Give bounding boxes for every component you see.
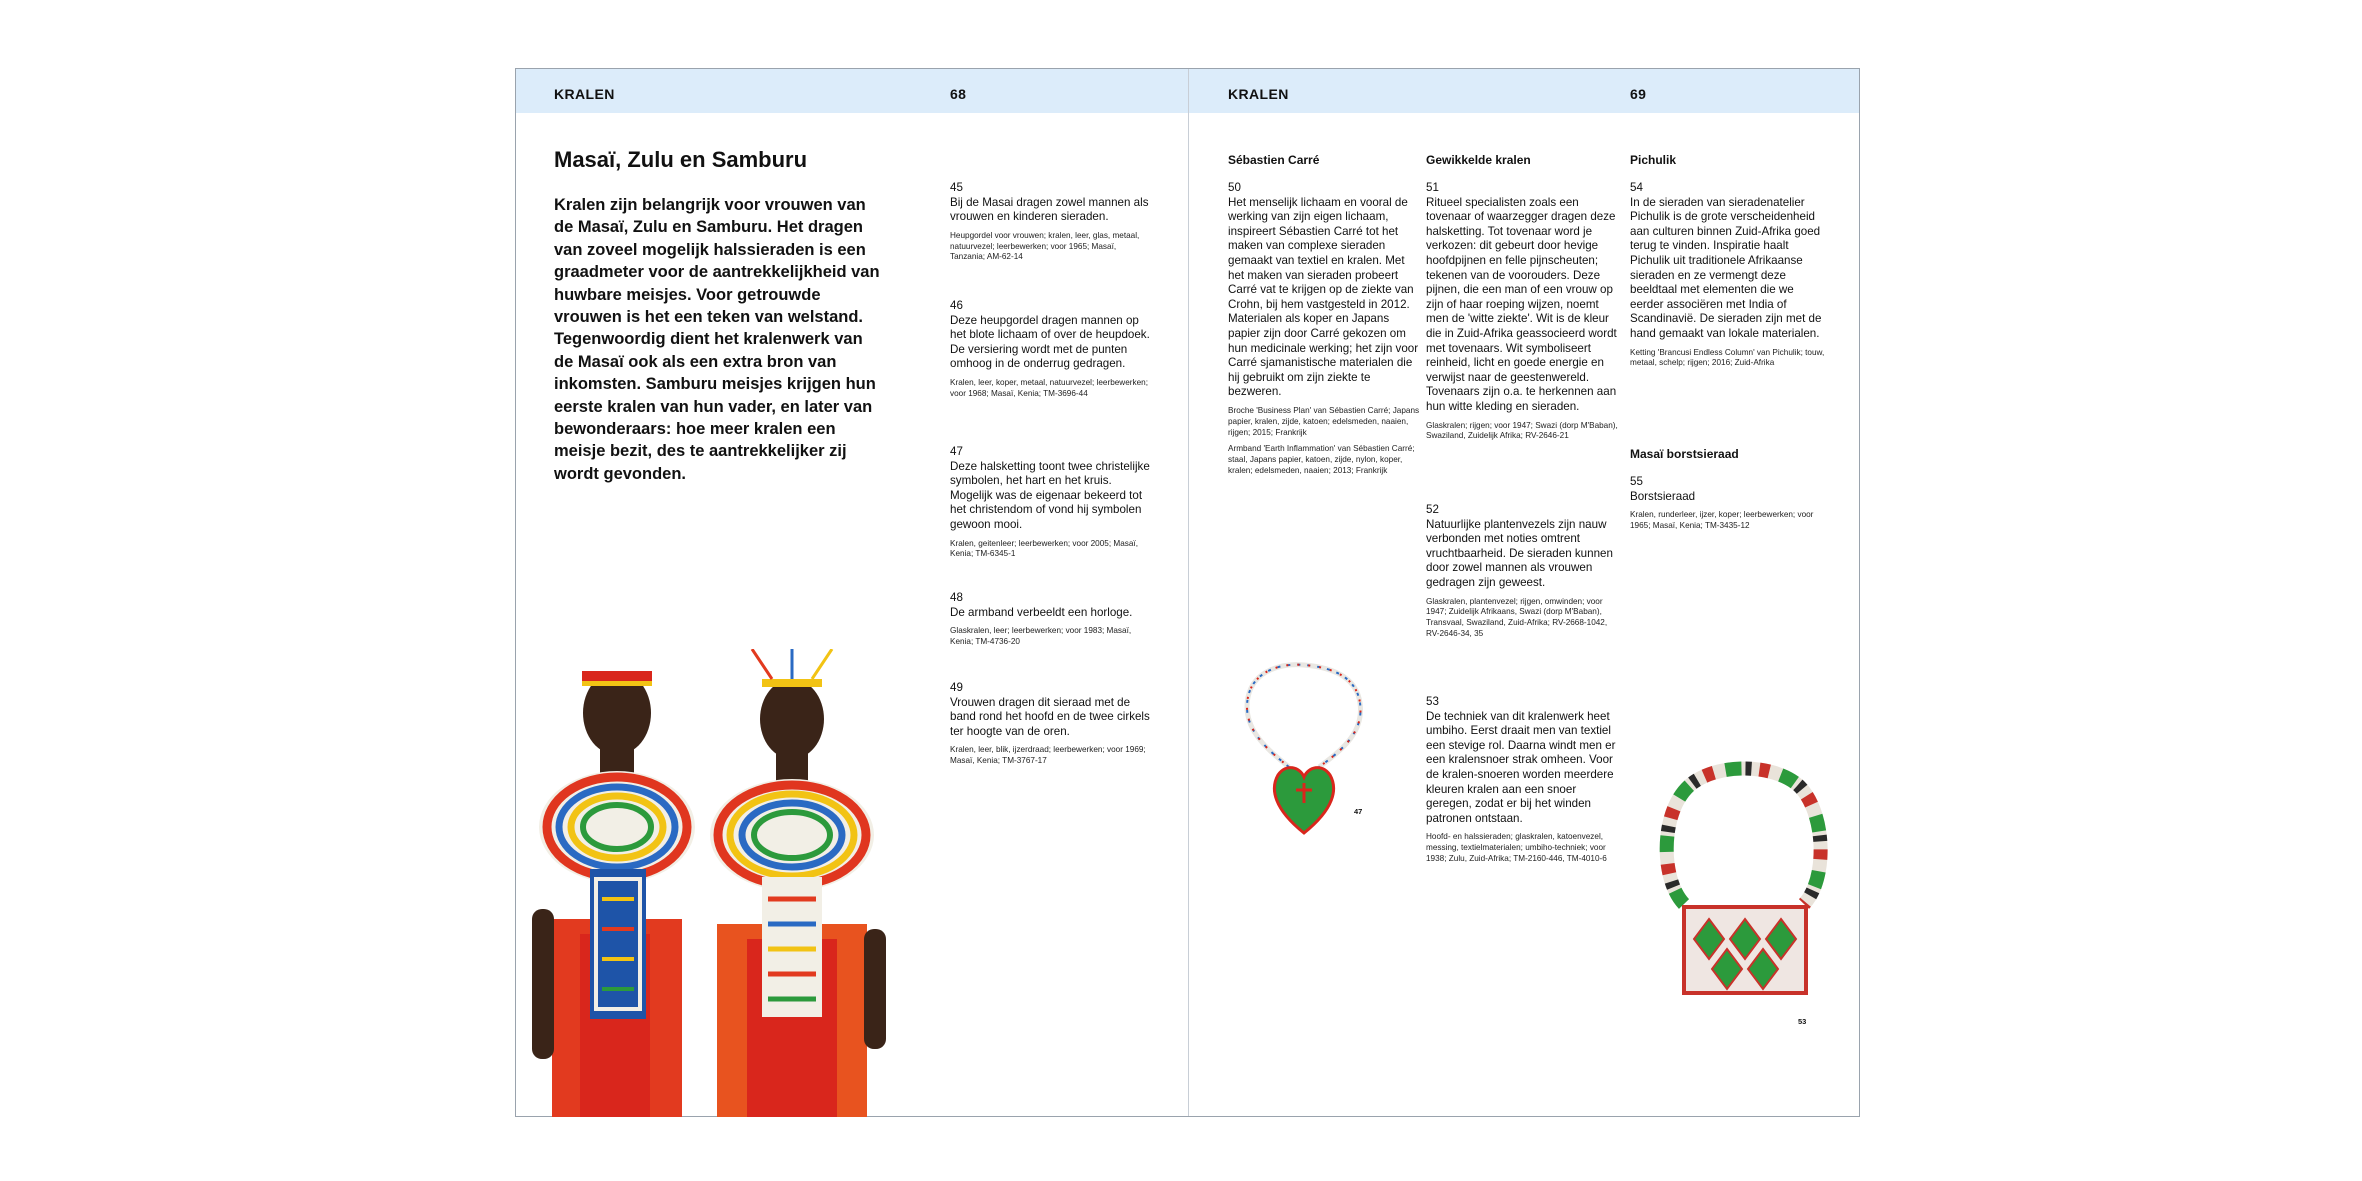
left-page-number: 68 <box>950 86 967 102</box>
caption-53: 53 <box>1798 1017 1807 1026</box>
entry-meta: Heupgordel voor vrouwen; kralen, leer, glas, metaal, natuurvezel; leerbewerken; voor 1965; Masaï, Tanzania; AM-62-14 <box>950 230 1140 262</box>
entry-description: Deze halsketting toont twee christelijke symbolen, het hart en het kruis. Mogelijk was de eigenaar bekeerd tot het christendom of vond hij symbolen gewoon mooi. <box>950 459 1150 531</box>
entry-meta: Hoofd- en halssieraden; glaskralen, katoenvezel, messing, textielmaterialen; umbiho-techniek; voor 1938; Zulu, Zuid-Afrika; TM-2160-446, TM-4010-6 <box>1426 832 1607 863</box>
masai-women-photo <box>522 649 962 1117</box>
entry-description: Borstsieraad <box>1630 489 1696 503</box>
page-divider <box>1188 69 1189 1116</box>
entry-description: In de sieraden van sieradenatelier Pichulik is de grote verscheidenheid aan culturen binnen Zuid-Afrika goed terug te vinden. Inspiratie haalt Pichulik uit traditionele Afrikaanse sieraden en ze vermengt deze beeldtaal met elementen die we eerder associëren met India of Scandinavië. De sieraden zijn met de hand gemaakt van lokale materialen. <box>1630 195 1822 340</box>
caption-47: 47 <box>1354 807 1363 816</box>
entry-meta: Kralen, geitenleer; leerbewerken; voor 2005; Masaï, Kenia; TM-6345-1 <box>950 538 1138 559</box>
heading-sebastien-carre: Sébastien Carré <box>1228 153 1320 167</box>
entry-number: 51 <box>1426 181 1439 194</box>
book-spread <box>515 68 1860 1117</box>
entry-55 <box>1630 475 1826 532</box>
entry-description: Het menselijk lichaam en vooral de werking van zijn eigen lichaam, inspireert Sébastien Carré tot het maken van complexe sieraden gemaakt van textiel en kralen. Met het maken van sieraden probeert Carré vat te krijgen op de ziekte van Crohn, bij hem vastgesteld in 2012. Materialen als koper en Japans papier zijn door Carré gekozen om hun medicinale werking; het zijn voor Carré sjamanistische materialen die hij gebruikt om zijn ziekte te bezweren. <box>1228 195 1419 399</box>
entry-description: Vrouwen dragen dit sieraad met de band rond het hoofd en de twee cirkels ter hoogte van de oren. <box>950 695 1150 738</box>
entry-number: 49 <box>950 681 963 694</box>
entry-meta: Kralen, runderleer, ijzer, koper; leerbewerken; voor 1965; Masaï, Kenia; TM-3435-12 <box>1630 510 1814 530</box>
entry-53 <box>1426 695 1618 865</box>
entry-number: 46 <box>950 299 963 312</box>
entry-description: Deze heupgordel dragen mannen op het blote lichaam of over de heupdoek. De versiering wordt met de punten omhoog in de onderrug gedragen. <box>950 313 1150 371</box>
entry-52 <box>1426 503 1618 640</box>
right-page-number: 69 <box>1630 86 1647 102</box>
heading-masai-borstsieraad: Masaï borstsieraad <box>1630 447 1739 461</box>
entry-45 <box>950 181 1150 263</box>
entry-number: 45 <box>950 181 963 194</box>
heading-pichulik: Pichulik <box>1630 153 1677 167</box>
entry-meta: Broche 'Business Plan' van Sébastien Carré; Japans papier, kralen, zijde, katoen; edelsmeden, naaien, rijgen; 2015; Frankrijk <box>1228 405 1420 437</box>
entry-49 <box>950 681 1150 767</box>
entry-description: Bij de Masai dragen zowel mannen als vrouwen en kinderen sieraden. <box>950 195 1149 224</box>
entry-meta: Glaskralen, leer; leerbewerken; voor 1983; Masaï, Kenia; TM-4736-20 <box>950 626 1132 646</box>
entry-description: Natuurlijke plantenvezels zijn nauw verbonden met noties omtrent vruchtbaarheid. De sieraden kunnen door zowel mannen als vrouwen gedragen zijn geweest. <box>1426 517 1613 589</box>
entry-description: Ritueel specialisten zoals een tovenaar of waarzegger dragen deze halsketting. Tot tovenaar word je verkozen: dit gebeurt door hevige hoofdpijnen en felle pijnscheuten; tekenen van de voorouders. Deze pijnen, die een man of een vrouw op zijn of haar roeping wijzen, noemt men de 'witte ziekte'. Wit is de kleur die in Zuid-Afrika geassocieerd wordt met tovenaars. Wit symboliseert reinheid, licht en goede energie en verwijst naar de geestenwereld. Tovenaars zijn o.a. te herkennen aan hun witte kleding en sieraden. <box>1426 195 1617 413</box>
entry-meta: Kralen, leer, blik, ijzerdraad; leerbewerken; voor 1969; Masaï, Kenia; TM-3767-17 <box>950 745 1146 766</box>
entry-number: 53 <box>1426 695 1439 708</box>
entry-number: 55 <box>1630 475 1643 488</box>
entry-number: 47 <box>950 445 963 458</box>
entry-number: 54 <box>1630 181 1643 194</box>
heading-gewikkelde-kralen: Gewikkelde kralen <box>1426 153 1531 167</box>
heart-necklace-image <box>1234 657 1374 837</box>
right-section-label: KRALEN <box>1228 86 1289 102</box>
entry-meta: Kralen, leer, koper, metaal, natuurvezel; leerbewerken; voor 1968; Masaï, Kenia; TM-3696-44 <box>950 377 1148 398</box>
entry-47 <box>950 445 1150 560</box>
entry-54 <box>1630 181 1826 369</box>
entry-51 <box>1426 181 1618 442</box>
page-title: Masaï, Zulu en Samburu <box>554 147 808 172</box>
left-section-label: KRALEN <box>554 86 615 102</box>
intro-paragraph: Kralen zijn belangrijk voor vrouwen van de Masaï, Zulu en Samburu. Het dragen van zoveel mogelijk halssieraden is een graadmeter voor de aantrekkelijkheid van huwbare meisjes. Voor getrouwde vrouwen is het een teken van welstand. Tegenwoordig dient het kralenwerk van de Masaï ook als een extra bron van inkomsten. Samburu meisjes krijgen hun eerste kralen van hun vader, en later van bewonderaars: hoe meer kralen een meisje bezit, des te aantrekkelijker zij wordt gevonden. <box>554 196 880 483</box>
entry-number: 48 <box>950 591 963 604</box>
entry-meta-2: Armband 'Earth Inflammation' van Sébastien Carré; staal, Japans papier, katoen, zijde, nylon, koper, kralen; edelsmeden, naaien; 2013; Frankrijk <box>1228 444 1415 475</box>
entry-48 <box>950 591 1150 648</box>
entry-50 <box>1228 181 1420 477</box>
entry-description: De techniek van dit kralenwerk heet umbiho. Eerst draait men van textiel een stevige rol. Daarna windt men er een kralensnoer strak omheen. Voor de kralen-snoeren worden meerdere kleuren kralen aan een snoer geregen, zodat er bij het winden patronen ontstaan. <box>1426 709 1616 825</box>
entry-meta: Ketting 'Brancusi Endless Column' van Pichulik; touw, metaal, schelp; rijgen; 2016; Zuid-Afrika <box>1630 347 1825 368</box>
entry-number: 52 <box>1426 503 1439 516</box>
beaded-necklace-image <box>1654 759 1834 999</box>
entry-meta: Glaskralen; rijgen; voor 1947; Swazi (dorp M'Baban), Swaziland, Zuidelijk Afrika; RV-2646-21 <box>1426 420 1618 441</box>
entry-description: De armband verbeeldt een horloge. <box>950 605 1133 619</box>
entry-meta: Glaskralen, plantenvezel; rijgen, omwinden; voor 1947; Zuidelijk Afrikaans, Swazi (dorp M'Baban), Transvaal, Swaziland, Zuid-Afrika; RV-2668-1042, RV-2646-34, 35 <box>1426 596 1608 638</box>
entry-number: 50 <box>1228 181 1241 194</box>
entry-46 <box>950 299 1150 400</box>
